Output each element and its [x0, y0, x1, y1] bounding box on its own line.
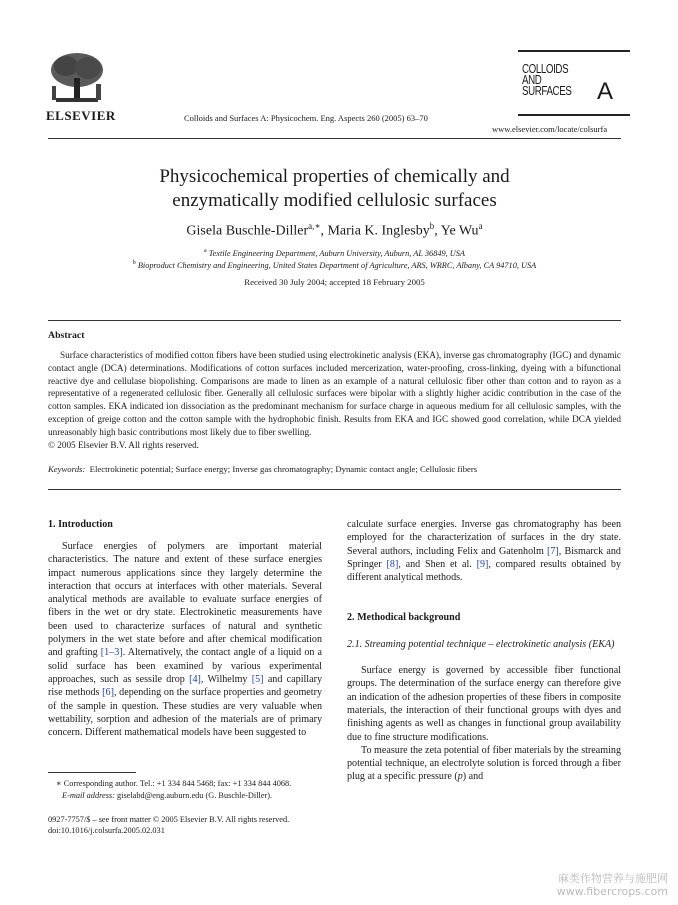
citation-link[interactable]: [1–3]: [100, 647, 123, 659]
author-affiliation-mark[interactable]: a: [478, 221, 483, 231]
issn-line: 0927-7757/$ – see front matter © 2005 Elsevier B.V. All rights reserved.: [48, 815, 290, 824]
keywords-label: Keywords:: [48, 464, 86, 474]
right-column: [347, 518, 621, 784]
corresponding-author-note: ∗ Corresponding author. Tel.: +1 334 844 5468; fax: +1 334 844 4068.: [56, 779, 292, 788]
abstract-top-rule: [48, 320, 621, 321]
paragraph: Surface energy is governed by accessible fiber functional groups. The determination of the surface energy can therefore give an indication of the adhesion properties of these fibers in composite materials, the interaction of their functional groups with dyes and finishing agents as well as changes in functional group availability due to fine structure modifications.: [347, 665, 621, 743]
watermark-line: 麻类作物营养与施肥网: [558, 872, 668, 885]
received-dates: Received 30 July 2004; accepted 18 February 2005: [244, 277, 425, 287]
author-separator: ,: [434, 223, 441, 239]
journal-logo-line: COLLOIDS: [522, 62, 569, 76]
subsection-heading-streaming-potential: 2.1. Streaming potential technique – electrokinetic analysis (EKA): [347, 638, 615, 650]
abstract-heading: Abstract: [48, 330, 85, 341]
text-run: ) and: [462, 771, 484, 783]
text-run: calculate surface energies. Inverse gas chromatography has been employed for the characterization of surfaces in the dry state. Several authors, including Felix and Gatenholm: [347, 519, 621, 557]
variable-p: p: [457, 771, 463, 783]
text-run: , Wilhelmy: [200, 673, 252, 685]
section-heading-methodical-background: 2. Methodical background: [347, 612, 461, 624]
author-name: Maria K. Inglesby: [327, 223, 430, 239]
keywords: [48, 464, 621, 474]
citation-link[interactable]: [7]: [547, 545, 559, 557]
footnote-rule: [48, 772, 136, 773]
journal-logo-line: SURFACES: [522, 84, 572, 98]
introduction-body: [48, 540, 322, 739]
abstract-copyright: © 2005 Elsevier B.V. All rights reserved.: [48, 439, 199, 450]
affiliation-b: [48, 260, 621, 270]
paragraph: [48, 540, 322, 739]
article-title: [48, 165, 621, 213]
author-affiliation-mark[interactable]: a,∗: [308, 221, 321, 231]
header-rule: [48, 138, 621, 139]
abstract-body: [48, 349, 621, 451]
text-run: , and Shen et al.: [398, 558, 477, 570]
site-watermark: [557, 872, 668, 898]
affiliation-mark: b: [132, 260, 136, 266]
author-name: Gisela Buschle-Diller: [186, 223, 309, 239]
text-run: and capillary rise methods: [48, 673, 322, 699]
journal-logo-text: [522, 64, 571, 97]
journal-url[interactable]: www.elsevier.com/locate/colsurfa: [492, 124, 608, 134]
paragraph: [347, 518, 621, 584]
publisher-name: ELSEVIER: [46, 108, 116, 123]
email-line: [48, 790, 322, 802]
doi-line[interactable]: doi:10.1016/j.colsurfa.2005.02.031: [48, 826, 165, 836]
affiliation-text: Bioproduct Chemistry and Engineering, United States Department of Agriculture, ARS, WRRC, Albany, CA 94710, USA: [137, 260, 537, 270]
author-list: [48, 221, 621, 240]
author-name: Ye Wu: [440, 223, 479, 239]
citation-link[interactable]: [8]: [386, 558, 399, 570]
citation-link[interactable]: [5]: [251, 673, 264, 685]
abstract-bottom-rule: [48, 489, 621, 490]
citation-link[interactable]: [6]: [102, 687, 114, 699]
text-run: , Bismarck and Springer: [347, 545, 621, 570]
paragraph: [347, 744, 621, 784]
title-line: Physicochemical properties of chemically and: [159, 166, 510, 187]
affiliation-text: Textile Engineering Department, Auburn University, Auburn, AL 36849, USA: [208, 248, 466, 258]
author-separator: ,: [320, 223, 328, 239]
author-affiliation-mark[interactable]: b: [429, 221, 435, 231]
journal-logo-letter: A: [597, 78, 614, 105]
affiliation-mark: a: [203, 248, 207, 254]
text-run: , compared results obtained by different analytical methods.: [347, 558, 621, 584]
affiliation-a: [48, 248, 621, 258]
watermark-line: www.fibercrops.com: [556, 885, 668, 898]
text-run: To measure the zeta potential of fiber materials by the streaming potential technique, an electrolyte solution is forced through a fiber plug at a specific pressure (: [347, 744, 621, 783]
text-run: . Alternatively, the contact angle of a liquid on a solid surface has been examined by various experimental approaches, such as sessile drop: [48, 647, 322, 685]
footnote: [48, 778, 322, 801]
elsevier-tree-logo-icon: [46, 50, 108, 106]
title-line: enzymatically modified cellulosic surfaces: [172, 190, 497, 211]
keywords-list: Electrokinetic potential; Surface energy; Inverse gas chromatography; Dynamic contact angle; Cellulosic fibers: [89, 464, 478, 474]
journal-logo-line: AND: [522, 73, 542, 87]
text-run: Surface energies of polymers are important material characteristics. The nature and extent of these surface energies impact numerous applications since they largely determine the interaction that occurs at interfaces with other materials. Several analytical methods are available to evaluate surface energies of fibers in the wet or dry state. Electrokinetic measurements have been used to characterize surfaces of natural and synthetic polymers in the wet state before and after chemical modification and grafting: [48, 541, 322, 659]
section-heading-introduction: 1. Introduction: [48, 519, 113, 530]
citation-link[interactable]: [4]: [189, 673, 201, 685]
citation-link[interactable]: [9]: [476, 558, 489, 570]
text-run: , depending on the surface properties and geometry of the sample in question. These studies are very valuable when wettability, sorption and adhesion of the materials are of primary concern. Different mathematical models have been suggested to: [48, 687, 322, 739]
email-label: E-mail address:: [62, 790, 115, 800]
email-address[interactable]: giselabd@eng.auburn.edu (G. Buschle-Diller).: [114, 790, 273, 800]
journal-citation: Colloids and Surfaces A: Physicochem. Eng. Aspects 260 (2005) 63–70: [184, 113, 428, 123]
front-matter-footer: [48, 814, 348, 837]
abstract-text: Surface characteristics of modified cotton fibers have been studied using electrokinetic analysis (EKA), inverse gas chromatography (IGC) and dynamic contact angle (DCA) determinations. Modifications of cotton surfaces included mercerization, water-proofing, cross-linking, dyeing with a bifunctional reactive dye and cellulase biopolishing. Comparisons are made to linen as an example of a natural cellulosic fiber other than cotton and to rayon as a representative of a regenerated cellulosic fiber. Generally all cellulosic surfaces were bipolar with a slightly higher acidic contribution in the case of the cotton samples. EKA indicated ion dissociation as the predominant mechanism for surface charge in aqueous medium for all cellulosic samples, with the exception of greige cotton and the cotton sample with the hydrophobic finish. Results from EKA and IGC showed good correlation, while DCA yielded unreasonably high basic contributions most likely due to fiber swelling.: [48, 350, 621, 437]
